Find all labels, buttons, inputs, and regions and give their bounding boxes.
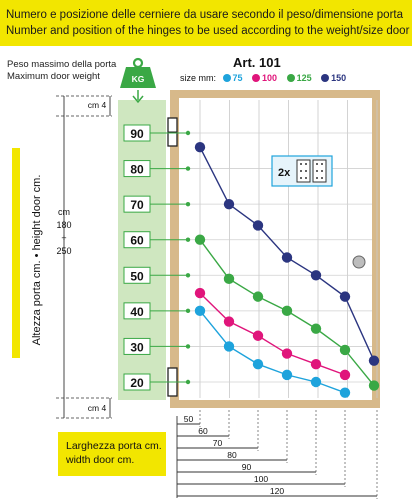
size-legend-label: size mm: [180, 73, 216, 83]
data-point-125 [224, 274, 234, 284]
data-point-75 [195, 306, 205, 316]
data-point-100 [340, 370, 350, 380]
data-point-150 [253, 220, 263, 230]
weight-icon [120, 59, 156, 88]
data-point-125 [369, 380, 379, 390]
y-tick-label: 20 [130, 376, 144, 390]
y-tick-label: 30 [130, 340, 144, 355]
article-title: Art. 101 [233, 55, 281, 70]
width-label-it: Larghezza porta cm. [66, 440, 162, 452]
height-range-unit: cm [58, 207, 70, 217]
margin-bottom-label: cm 4 [87, 403, 107, 413]
data-point-100 [282, 348, 292, 358]
door-knob-icon [353, 256, 365, 268]
legend-text-125: 125 [296, 73, 312, 83]
weight-icon-text: KG [131, 74, 145, 84]
data-point-75 [224, 341, 234, 351]
x-tick-label: 100 [253, 474, 269, 484]
data-point-150 [282, 252, 292, 262]
data-point-125 [253, 291, 263, 301]
title-line-it: Numero e posizione delle cerniere da usare secondo il peso/dimensione porta [6, 9, 403, 21]
legend-text-100: 100 [262, 73, 278, 83]
y-tick-dot [186, 166, 190, 170]
hinge-badge-text: 2x [278, 167, 291, 179]
data-point-75 [253, 359, 263, 369]
data-point-100 [311, 359, 321, 369]
hinge-icon [313, 160, 326, 182]
data-point-75 [282, 370, 292, 380]
weight-label-en: Maximum door weight [7, 71, 100, 82]
weight-label-it: Peso massimo della porta [7, 59, 117, 70]
data-point-75 [340, 387, 350, 397]
legend-text-150: 150 [331, 73, 347, 83]
data-point-100 [195, 288, 205, 298]
data-point-150 [340, 291, 350, 301]
height-range-sep: ÷ [61, 233, 67, 243]
data-point-150 [311, 270, 321, 280]
y-tick-dot [186, 380, 190, 384]
data-point-150 [369, 355, 379, 365]
y-tick-label: 40 [130, 304, 144, 319]
height-dimension [56, 96, 112, 418]
width-dimensions [177, 410, 377, 499]
y-tick-label: 80 [130, 162, 144, 177]
y-tick-label: 60 [130, 233, 144, 248]
height-range-min: 180 [56, 220, 72, 230]
data-point-125 [282, 306, 292, 316]
title-line-en: Number and position of the hinges to be used according to the weight/size door [6, 25, 410, 37]
width-label-en: width door cm. [66, 454, 135, 466]
data-point-150 [195, 142, 205, 152]
x-tick-label: 70 [212, 438, 223, 448]
x-tick-label: 50 [183, 414, 194, 424]
y-tick-label: 70 [130, 198, 144, 213]
data-point-100 [224, 316, 234, 326]
data-point-75 [311, 377, 321, 387]
data-point-125 [340, 345, 350, 355]
y-tick-label: 50 [130, 269, 144, 284]
hinge-badge [272, 156, 332, 186]
height-range-max: 250 [56, 246, 72, 256]
hinge-icon [297, 160, 310, 182]
data-point-125 [195, 235, 205, 245]
x-tick-label: 120 [269, 486, 285, 496]
data-point-125 [311, 323, 321, 333]
weight-column [118, 100, 166, 400]
y-tick-dot [186, 273, 190, 277]
x-tick-label: 80 [227, 450, 237, 460]
y-tick-dot [186, 238, 190, 242]
y-tick-dot [186, 309, 190, 313]
y-tick-dot [186, 344, 190, 348]
legend-text-75: 75 [232, 73, 243, 83]
data-point-100 [253, 331, 263, 341]
x-tick-label: 60 [198, 426, 208, 436]
y-tick-dot [186, 131, 190, 135]
data-point-150 [224, 199, 234, 209]
margin-top-label: cm 4 [87, 100, 107, 110]
height-axis-label: Altezza porta cm. • height door cm. [31, 174, 43, 346]
x-tick-label: 90 [241, 462, 252, 472]
y-tick-dot [186, 202, 190, 206]
y-tick-label: 90 [130, 127, 144, 141]
